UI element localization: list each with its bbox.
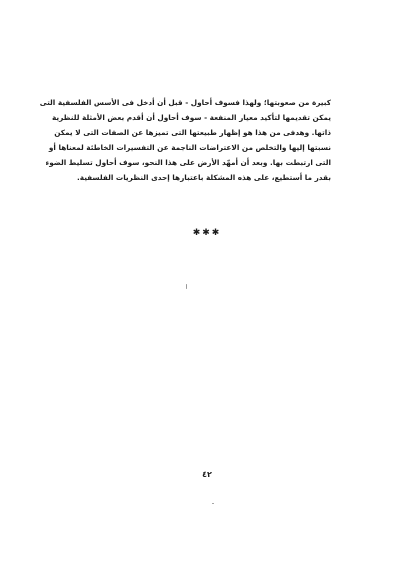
paragraph-line: ذاتها. وهدفى من هذا هو إظهار طبيعتها التى تميزها عن الصفات التى لا يمكن — [54, 128, 331, 137]
scan-speck — [212, 503, 214, 504]
body-paragraph — [39, 95, 331, 185]
section-break-ornament: ✱✱✱ — [192, 228, 222, 238]
paragraph-line: التى ارتبطت بها. وبعد أن أمهّد الأرض على هذا النحو، سوف أحاول تسليط الضوء — [45, 158, 331, 167]
paragraph-line: بقدر ما أستطيع، على هذه المشكلة باعتبارها إحدى النظريات الفلسفية. — [77, 173, 331, 182]
scan-speck — [186, 284, 187, 289]
paragraph-line: يمكن تقديمها لتأكيد معيار المنفعة - سوف أحاول أن أقدم بعض الأمثلة للنظرية — [51, 113, 331, 122]
paragraph-line: نسبتها إليها والتخلص من الاعتراضات الناجمة عن التفسيرات الخاطئة لمعناها أو — [48, 143, 331, 152]
paragraph-line: كبيرة من صعوبتها؛ ولهذا فسوف أحاول - قبل أن أدخل فى الأسس الفلسفية التى — [39, 98, 331, 107]
page-number: ٤٢ — [202, 470, 212, 479]
